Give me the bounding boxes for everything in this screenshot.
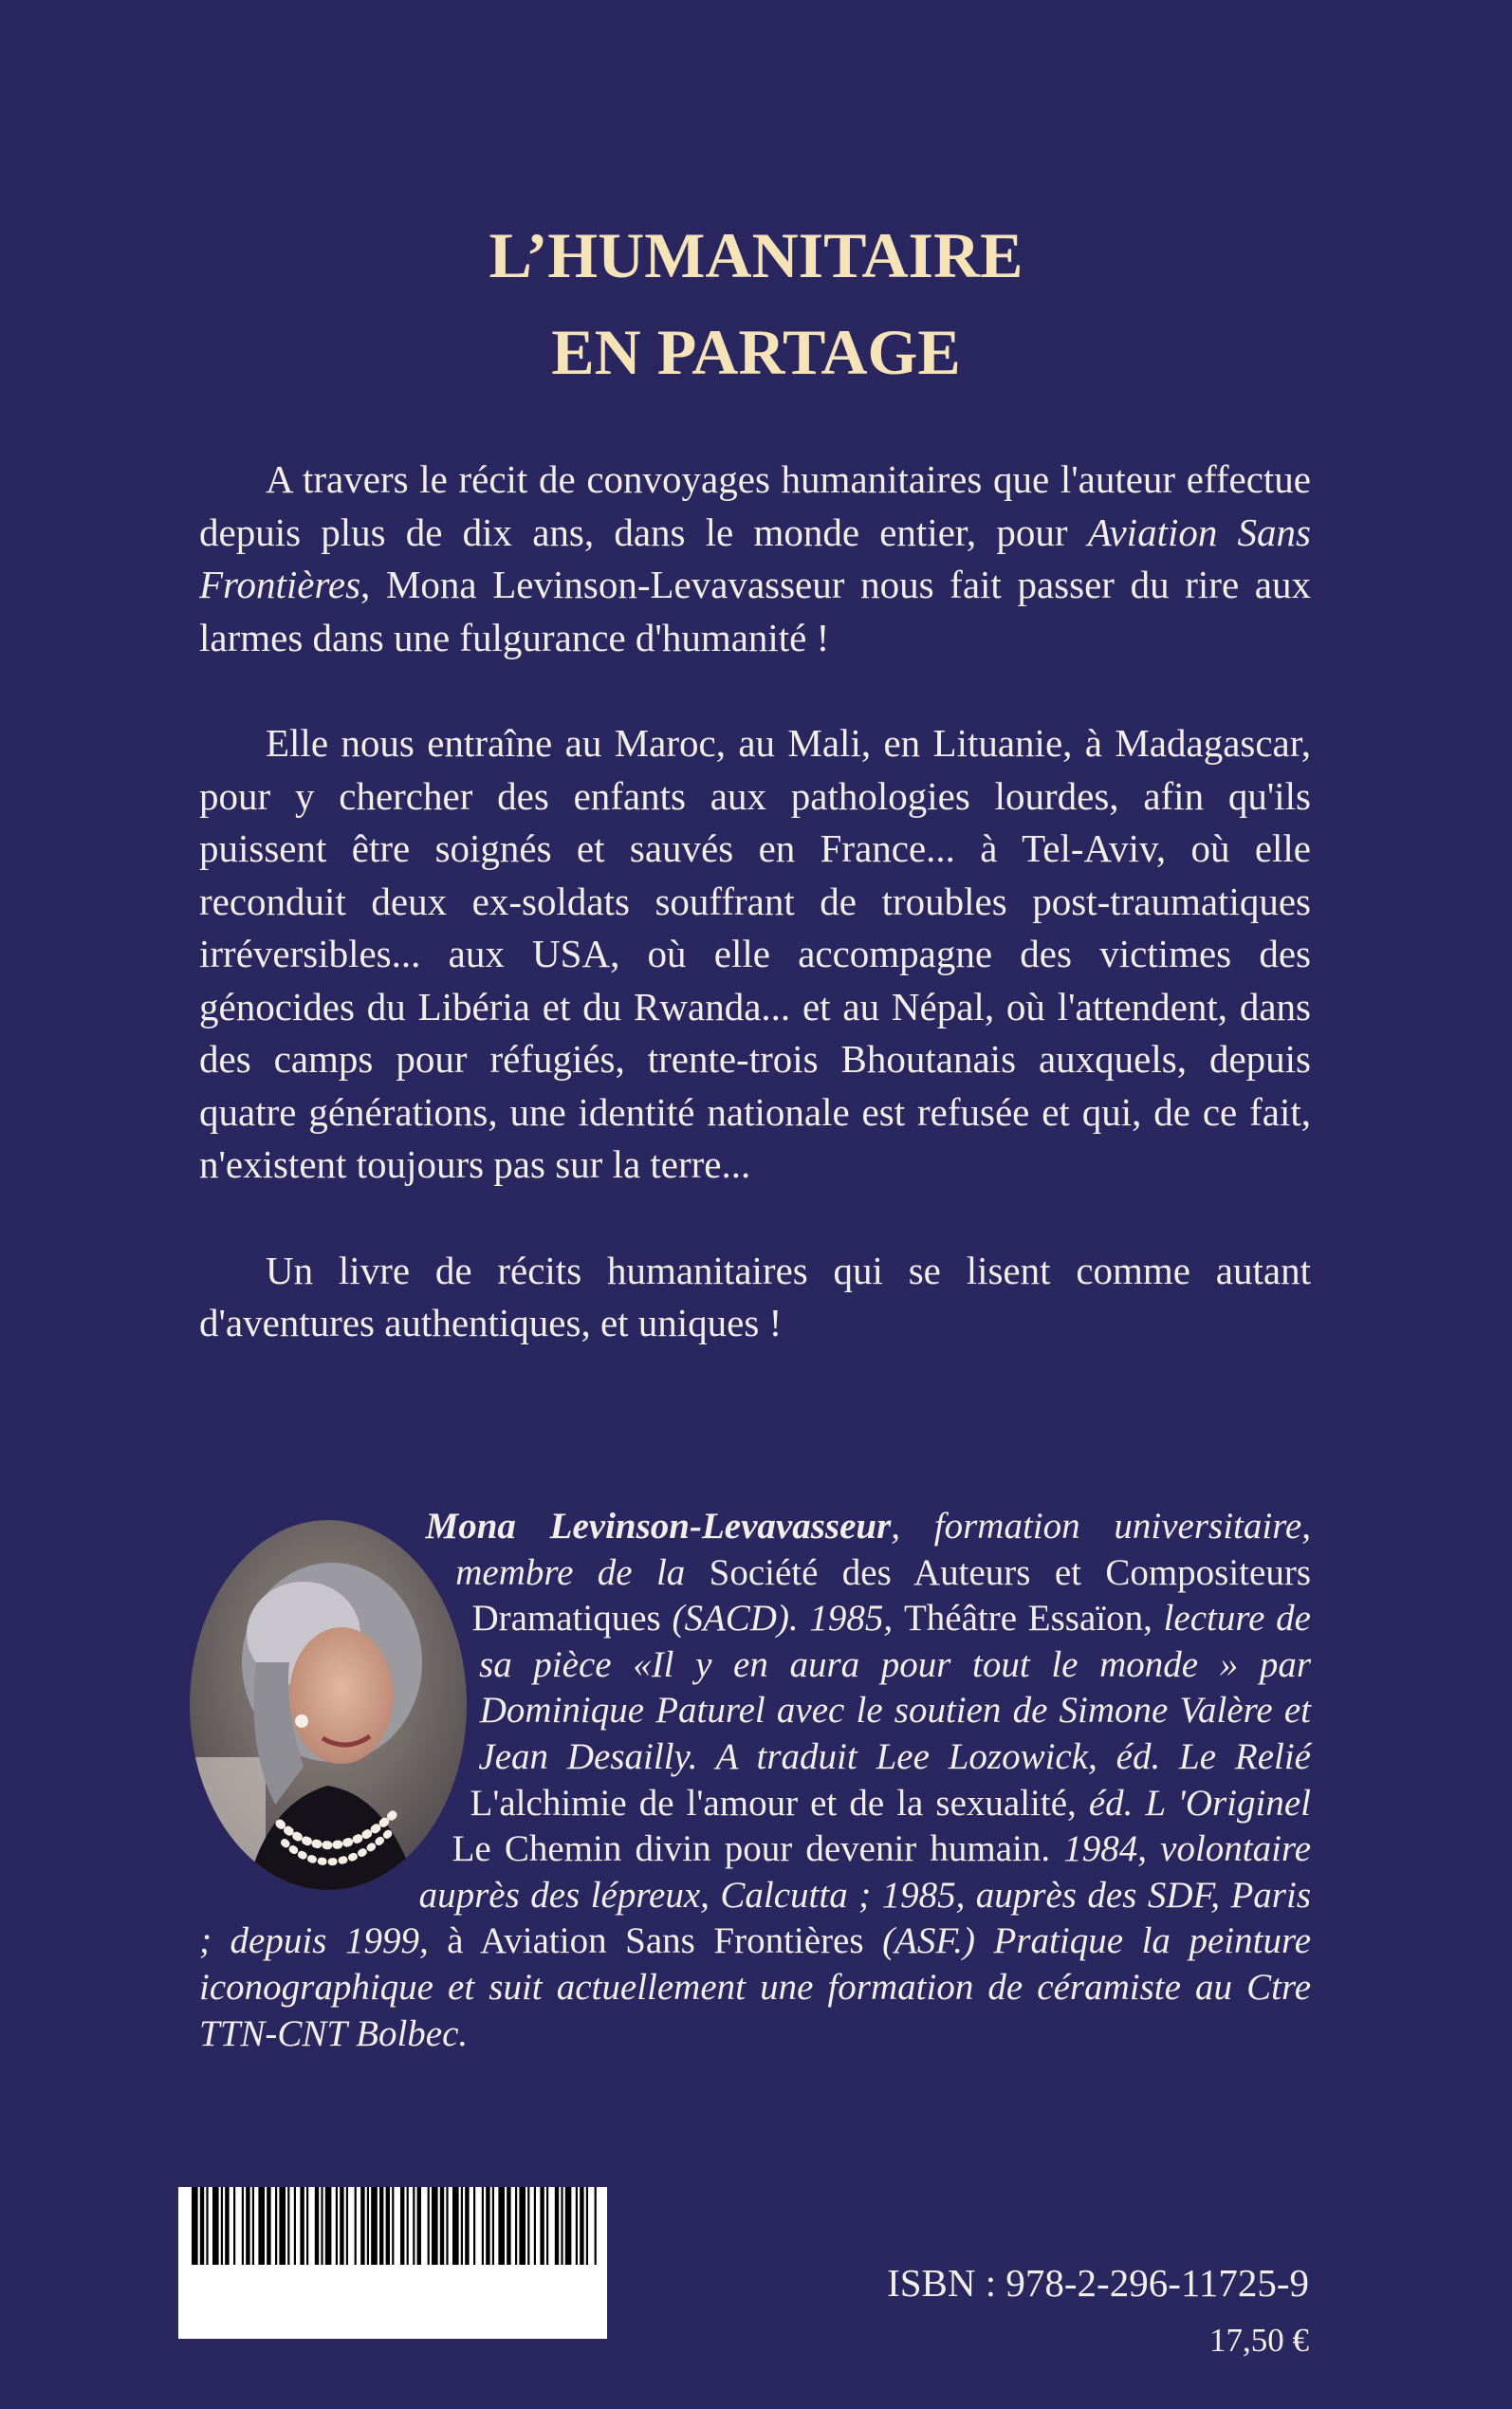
barcode-bar <box>275 2187 277 2265</box>
barcode-bar <box>486 2187 489 2265</box>
barcode-bar <box>221 2187 223 2265</box>
barcode-bar <box>555 2187 559 2265</box>
barcode-bar <box>340 2187 343 2265</box>
barcode-bar <box>440 2187 444 2265</box>
barcode-bar <box>428 2187 430 2265</box>
barcode-bar <box>561 2187 562 2265</box>
barcode-bar <box>279 2187 286 2265</box>
barcode-bar <box>360 2187 364 2265</box>
barcode-bar <box>300 2187 304 2265</box>
barcode-bar <box>336 2187 338 2265</box>
barcode-bar <box>580 2187 583 2265</box>
barcode-bar <box>565 2187 572 2265</box>
barcode-bar <box>452 2187 459 2265</box>
barcode-bar <box>465 2187 469 2265</box>
para1-before: A travers le récit de convoyages humanitaires que l'auteur effectue depuis plus de dix ans, dans le monde entier, pour <box>199 457 1311 554</box>
barcode-bar <box>534 2187 536 2265</box>
blurb-paragraph-1 <box>199 454 1311 664</box>
barcode-bar <box>252 2187 254 2265</box>
barcode-bar <box>492 2187 494 2265</box>
barcode-bar <box>246 2187 249 2265</box>
book-title <box>0 207 1512 400</box>
title-line-1: L’HUMANITAIRE <box>489 219 1023 291</box>
para1-italic: Aviation Sans Frontières <box>199 510 1312 606</box>
barcode-bar <box>407 2187 409 2265</box>
barcode-bar <box>267 2187 270 2265</box>
barcode-bar <box>242 2187 244 2265</box>
author-portrait-image <box>190 1520 467 1890</box>
blurb-paragraph-3: Un livre de récits humanitaires qui se lisent comme autant d'aventures authentiques, et uniques ! <box>199 1248 1311 1344</box>
barcode-bar <box>315 2187 319 2265</box>
bio-author: Mona Levinson-Levavasseur <box>425 1506 892 1547</box>
barcode-bar <box>287 2187 289 2265</box>
author-portrait <box>190 1520 467 1890</box>
blurb-paragraph-2: Elle nous entraîne au Maroc, au Mali, en Lituanie, à Madagascar, pour y chercher des enfants aux pathologies lourdes, afin qu'ils puissent être soignés et sauvés en France... à Tel-Aviv, où elle reconduit deux ex-soldats souffrant de troubles post-traumatiques irréversibles... aux USA, où elle accompagne des victimes des génocides du Libéria et du Rwanda... et au Népal, où l'attendent, dans des camps pour réfugiés, trente-trois Bhoutanais auxquels, depuis quatre générations, une identité nationale est refusée et qui, de ce fait, n'existent toujours pas sur la terre... <box>199 721 1311 1186</box>
barcode-bar <box>527 2187 529 2265</box>
barcode-bar <box>461 2187 463 2265</box>
barcode-bar <box>595 2187 597 2265</box>
barcode-bar <box>206 2187 208 2265</box>
barcode-bar <box>225 2187 229 2265</box>
price: 17,50 € <box>1209 2322 1309 2359</box>
barcode-bar <box>515 2187 517 2265</box>
barcode-bar <box>392 2187 394 2265</box>
title-line-2: EN PARTAGE <box>551 316 961 388</box>
barcode-bar <box>498 2187 505 2265</box>
barcode-bar <box>200 2187 204 2265</box>
barcode-bar <box>306 2187 308 2265</box>
barcode-bar <box>192 2187 198 2265</box>
barcode-bar <box>586 2187 588 2265</box>
barcode-bar <box>546 2187 548 2265</box>
barcode-bar <box>386 2187 390 2265</box>
barcode-bar <box>540 2187 544 2265</box>
barcode-bar <box>212 2187 219 2265</box>
barcode-bar <box>473 2187 475 2265</box>
barcode-bar <box>379 2187 383 2265</box>
barcode-bar <box>355 2187 357 2265</box>
isbn: ISBN : 978-2-296-11725-9 <box>887 2261 1309 2305</box>
barcode-bar <box>346 2187 348 2265</box>
barcode-bar <box>258 2187 265 2265</box>
barcode-bar <box>325 2187 332 2265</box>
barcode-bar <box>371 2187 378 2265</box>
barcode-bar <box>446 2187 448 2265</box>
blurb <box>199 454 1311 1350</box>
barcode-bar <box>576 2187 578 2265</box>
author-bio: Mona Levinson-Levavasseur, formation universitaire, membre de la Société des Auteurs et Compositeurs Dramatiques (SACD). 1985, Théâtre Essaïon, lecture de sa pièce «Il y en aura pour tout le monde » par Dominique Paturel avec le soutien de Simone Valère et Jean Desailly. A traduit Lee Lozowick, éd. Le Relié L'alchimie de l'amour et de la sexualité, éd. L 'Originel Le Chemin divin pour devenir humain. 1984, volontaire auprès des lépreux, Calcutta ; 1985, auprès des SDF, Paris ; depuis 1999, à Aviation Sans Frontières (ASF.) Pratique la peinture iconographique et suit actuellement une formation de céramiste au Ctre TTN-CNT Bolbec. <box>199 1506 1312 2054</box>
barcode-bar <box>482 2187 484 2265</box>
barcode-bar <box>413 2187 415 2265</box>
barcode-bar <box>519 2187 526 2265</box>
barcode-bar <box>233 2187 235 2265</box>
barcode-bar <box>367 2187 369 2265</box>
barcode-bar <box>321 2187 323 2265</box>
barcode-digits: 9 782296 117259 <box>190 2270 599 2324</box>
barcode-bar <box>507 2187 510 2265</box>
para1-after: , Mona Levinson-Levavasseur nous fait passer du rire aux larmes dans une fulgurance d'humanité ! <box>199 563 1311 659</box>
barcode-bar <box>417 2187 421 2265</box>
barcode-bar <box>294 2187 296 2265</box>
barcode-bar <box>400 2187 404 2265</box>
barcode-bar <box>432 2187 438 2265</box>
